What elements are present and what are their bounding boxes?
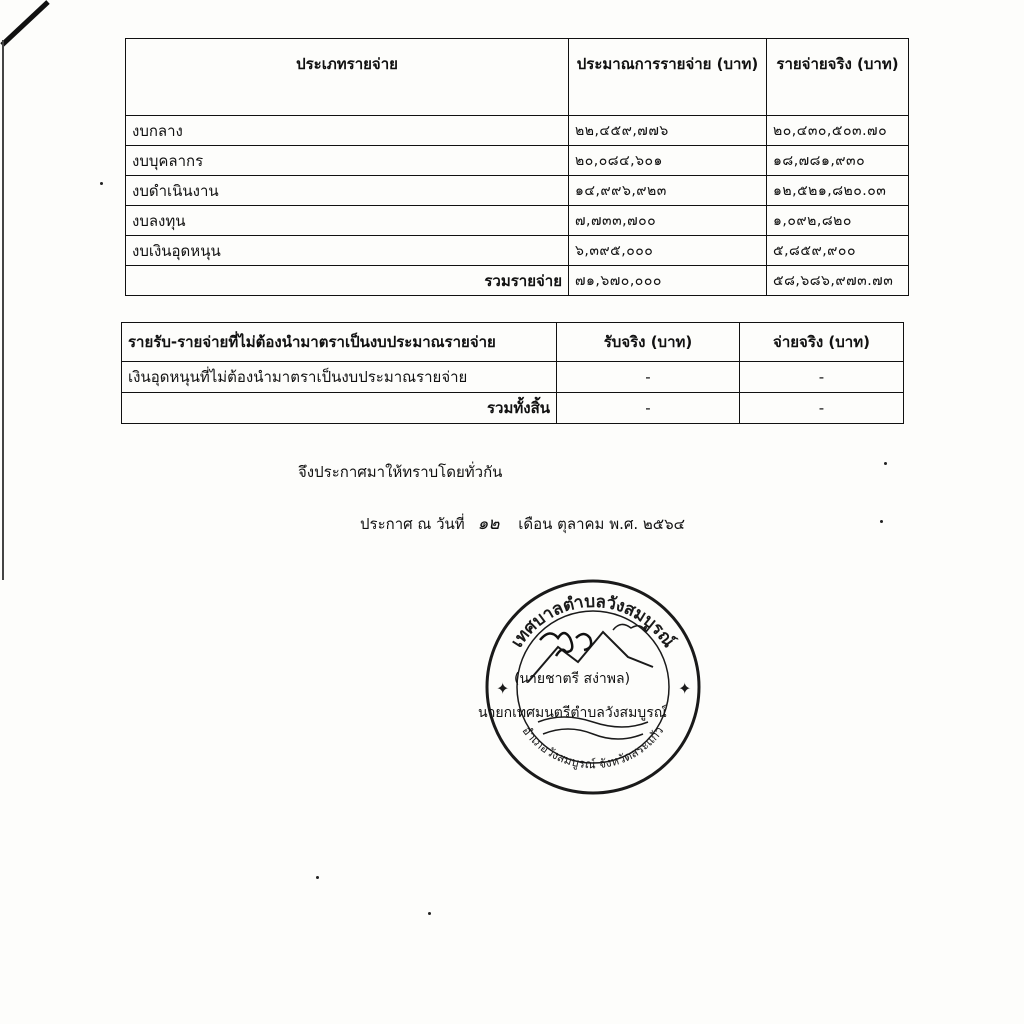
- non-budget-header-row: [122, 323, 904, 362]
- scan-corner-mark: [0, 0, 60, 50]
- table-row: [126, 116, 909, 146]
- date-prefix: ประกาศ ณ วันที่: [360, 515, 465, 533]
- expense-type: งบบุคลากร: [126, 146, 569, 176]
- actual-value: ๑๘,๗๘๑,๙๓๐: [767, 146, 909, 176]
- expense-type: งบลงทุน: [126, 206, 569, 236]
- speck: [100, 182, 103, 185]
- header-received: รับจริง (บาท): [557, 323, 740, 362]
- total-row: [122, 393, 904, 424]
- date-suffix: เดือน ตุลาคม พ.ศ. ๒๕๖๔: [518, 515, 686, 533]
- grand-total-paid: -: [740, 393, 904, 424]
- speck: [316, 876, 319, 879]
- table-row: [126, 206, 909, 236]
- seal-bottom-text: อำเภอวังสมบูรณ์ จังหวัดสระแก้ว: [519, 723, 667, 772]
- estimate-value: ๗,๗๓๓,๗๐๐: [569, 206, 767, 236]
- speck: [428, 912, 431, 915]
- table-row: [122, 362, 904, 393]
- signatory-name: (นายชาตรี สง่าพล): [514, 671, 631, 687]
- header-paid: จ่ายจริง (บาท): [740, 323, 904, 362]
- seal-top-text: เทศบาลตำบลวังสมบูรณ์: [507, 591, 679, 652]
- category-label: เงินอุดหนุนที่ไม่ต้องนำมาตราเป็นงบประมาณรายจ่าย: [122, 362, 557, 393]
- table-row: [126, 176, 909, 206]
- expenditure-header-row: [126, 39, 909, 116]
- speck: [880, 520, 883, 523]
- estimate-value: ๒๒,๔๕๙,๗๗๖: [569, 116, 767, 146]
- announcement-text: จึงประกาศมาให้ทราบโดยทั่วกัน: [298, 463, 503, 481]
- signatory-title: นายกเทศมนตรีตำบลวังสมบูรณ์: [478, 705, 667, 721]
- expense-type: งบกลาง: [126, 116, 569, 146]
- total-row: [126, 266, 909, 296]
- expense-type: งบดำเนินงาน: [126, 176, 569, 206]
- date-day: ๑๒: [477, 514, 500, 534]
- total-label: รวมรายจ่าย: [126, 266, 569, 296]
- svg-text:✦: ✦: [678, 679, 692, 698]
- expense-type: งบเงินอุดหนุน: [126, 236, 569, 266]
- table-row: [126, 236, 909, 266]
- estimate-value: ๖,๓๙๕,๐๐๐: [569, 236, 767, 266]
- expenditure-table: [125, 38, 909, 296]
- estimate-value: ๒๐,๐๘๔,๖๐๑: [569, 146, 767, 176]
- total-estimate: ๗๑,๖๗๐,๐๐๐: [569, 266, 767, 296]
- actual-value: ๒๐,๔๓๐,๕๐๓.๗๐: [767, 116, 909, 146]
- grand-total-received: -: [557, 393, 740, 424]
- speck: [884, 462, 887, 465]
- actual-value: ๕,๘๕๙,๙๐๐: [767, 236, 909, 266]
- received-value: -: [557, 362, 740, 393]
- header-expense-type: ประเภทรายจ่าย: [126, 39, 569, 116]
- scan-edge-line: [2, 40, 4, 580]
- paid-value: -: [740, 362, 904, 393]
- estimate-value: ๑๔,๙๙๖,๙๒๓: [569, 176, 767, 206]
- svg-text:อำเภอวังสมบูรณ์ จังหวัดสระแก้ว: [520, 724, 667, 772]
- actual-value: ๑,๐๙๒,๘๒๐: [767, 206, 909, 236]
- header-actual: รายจ่ายจริง (บาท): [767, 39, 909, 116]
- header-estimate: ประมาณการรายจ่าย (บาท): [569, 39, 767, 116]
- actual-value: ๑๒,๕๒๑,๘๒๐.๐๓: [767, 176, 909, 206]
- grand-total-label: รวมทั้งสิ้น: [122, 393, 557, 424]
- date-line: [360, 510, 685, 537]
- table-row: [126, 146, 909, 176]
- total-actual: ๕๘,๖๘๖,๙๗๓.๗๓: [767, 266, 909, 296]
- non-budget-table: [121, 322, 904, 424]
- header-category: รายรับ-รายจ่ายที่ไม่ต้องนำมาตราเป็นงบประมาณรายจ่าย: [122, 323, 557, 362]
- svg-text:✦: ✦: [496, 679, 510, 698]
